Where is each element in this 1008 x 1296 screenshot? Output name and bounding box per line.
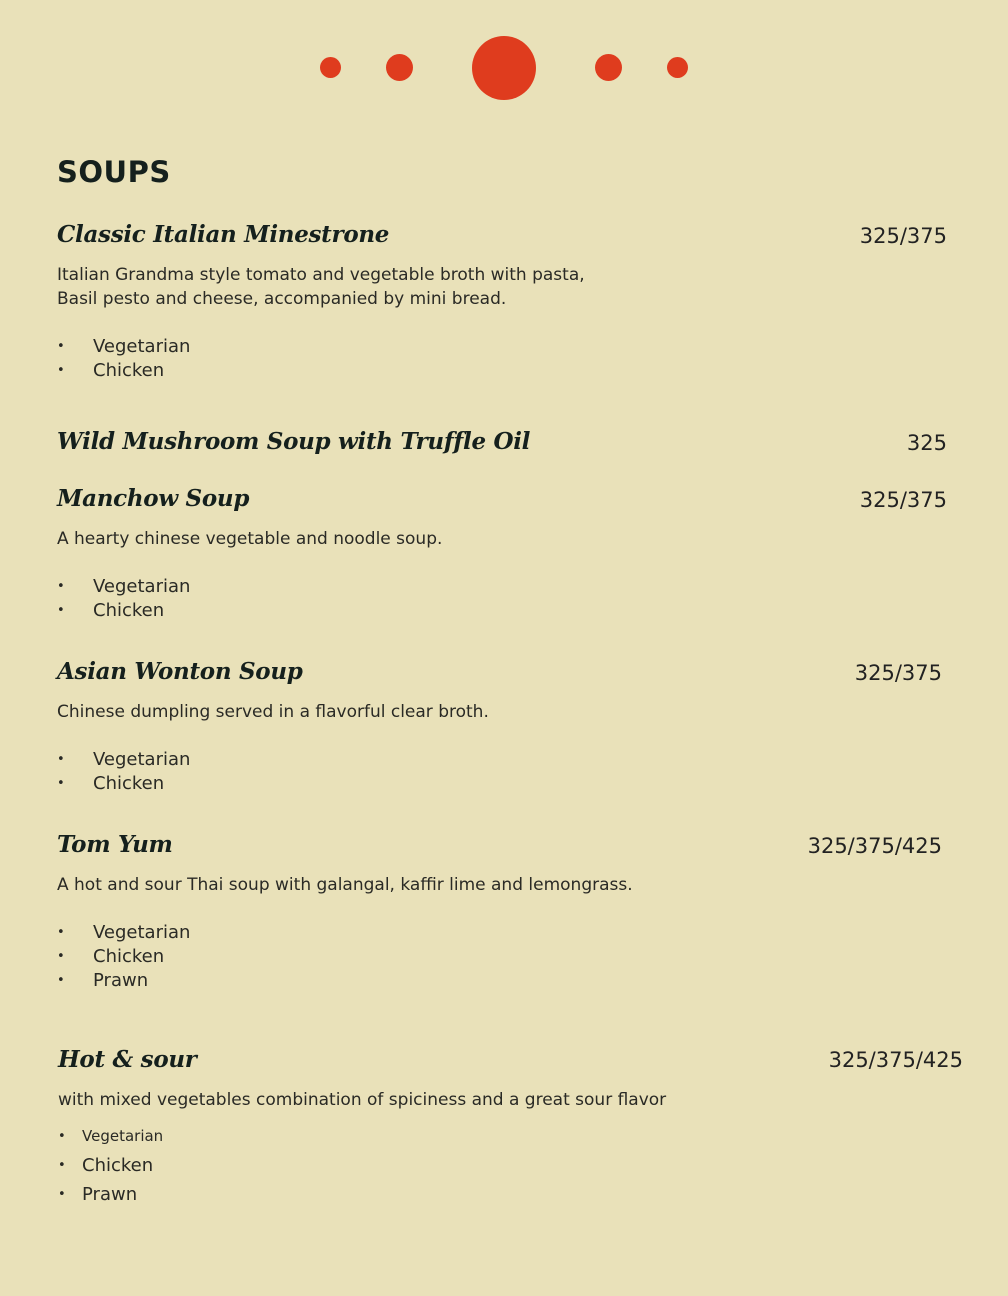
item-name: Tom Yum (57, 831, 173, 858)
item-price: 325/375 (859, 224, 947, 248)
item-options (57, 748, 190, 796)
small-dot-left-outer (320, 57, 341, 78)
option-item: • Vegetarian (58, 1122, 163, 1151)
item-price: 325/375 (859, 488, 947, 512)
item-description: Chinese dumpling served in a flavorful clear broth. (57, 702, 489, 722)
item-description: A hearty chinese vegetable and noodle soup. (57, 529, 443, 549)
option-item: • Chicken (57, 359, 190, 383)
item-price: 325/375/425 (807, 834, 942, 858)
item-name: Wild Mushroom Soup with Truffle Oil (57, 428, 531, 455)
small-dot-right-inner (595, 54, 622, 81)
option-item: • Prawn (57, 969, 190, 993)
small-dot-right-outer (667, 57, 688, 78)
option-item: • Vegetarian (57, 921, 190, 945)
option-item: • Vegetarian (57, 335, 190, 359)
item-description: with mixed vegetables combination of spiciness and a great sour flavor (58, 1090, 667, 1110)
item-name: Manchow Soup (57, 485, 250, 512)
item-description: Italian Grandma style tomato and vegetable broth with pasta, Basil pesto and cheese, accompanied by mini bread. (57, 265, 585, 309)
option-item: • Chicken (57, 945, 190, 969)
option-item: • Vegetarian (57, 575, 190, 599)
option-item: • Chicken (57, 599, 190, 623)
item-price: 325/375/425 (828, 1048, 963, 1072)
option-item: • Chicken (57, 772, 190, 796)
item-options (57, 921, 190, 993)
item-price: 325/375 (854, 661, 942, 685)
option-item: • Prawn (58, 1180, 163, 1209)
option-item: • Vegetarian (57, 748, 190, 772)
item-options (57, 575, 190, 623)
item-options (57, 335, 190, 383)
item-name: Asian Wonton Soup (57, 658, 303, 685)
item-description: A hot and sour Thai soup with galangal, kaffir lime and lemongrass. (57, 875, 633, 895)
item-price: 325 (906, 431, 947, 455)
option-item: • Chicken (58, 1151, 163, 1180)
small-dot-left-inner (386, 54, 413, 81)
item-name: Classic Italian Minestrone (57, 221, 390, 248)
section-title: SOUPS (57, 155, 171, 189)
large-center-dot (472, 36, 536, 100)
item-name: Hot & sour (58, 1046, 197, 1073)
item-options (58, 1122, 163, 1209)
